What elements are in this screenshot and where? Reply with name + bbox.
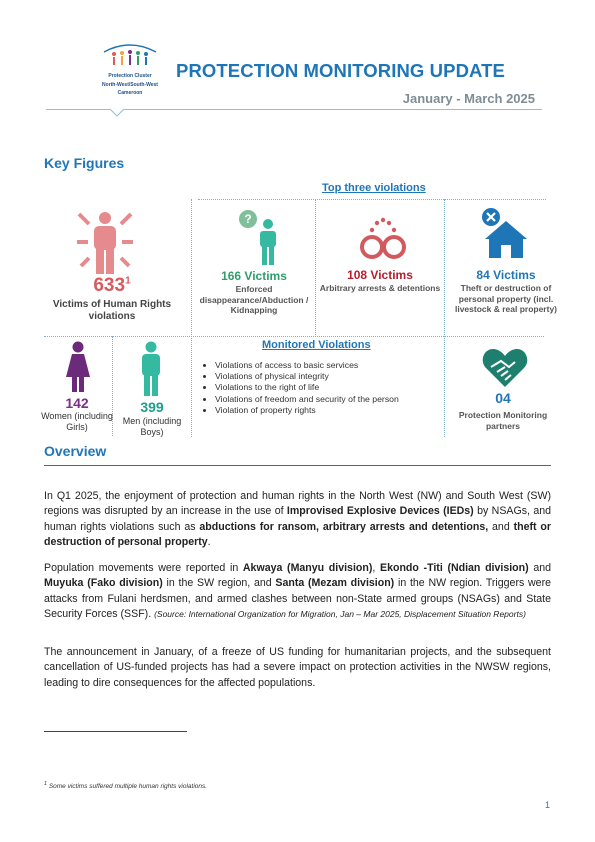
overview-source: (Source: International Organization for Migration, Jan – Mar 2025, Displacement Situation Reports)	[154, 608, 526, 619]
overview-paragraph-2: Population movements were reported in Akwaya (Manyu division), Ekondo -Titi (Ndian division) and Muyuka (Fako division) in the SW region, and Santa (Mezam division) in the NW region. Triggers were attacks from Fulani herdsmen, and armed clashes between non-State armed groups (NSAGs) and State Security Forces (SSF). (Source: International Organization for Migration, Jan – Mar 2025, Displacement Situation Reports)	[44, 562, 552, 620]
list-item: • Violation of property rights	[215, 405, 399, 416]
women-count: 142	[65, 395, 89, 411]
house-destroyed-icon	[481, 207, 531, 259]
handcuffs-icon	[358, 212, 408, 262]
victims-total-label: Victims of Human Rights violations	[52, 299, 172, 322]
violation-3-label: Theft or destruction of personal property (incl. livestock & real property)	[454, 283, 558, 314]
grid-line-mid	[44, 336, 544, 337]
victims-total-number: 633	[93, 275, 126, 296]
violation-1-count: 166 Victims	[221, 269, 287, 283]
man-icon	[136, 341, 166, 397]
logo-org-line2: North-West/South-West	[102, 81, 158, 88]
violation-1-label: Enforced disappearance/Abduction / Kidnapping	[199, 284, 309, 315]
logo-org-line3: Cameroon	[117, 90, 143, 96]
footnote-mark: 1	[44, 781, 48, 787]
grid-line-v3	[444, 199, 445, 437]
overview-divider	[44, 465, 551, 466]
men-label: Men (including Boys)	[122, 416, 182, 437]
partners-label: Protection Monitoring partners	[458, 410, 548, 431]
footnote-text: Some victims suffered multiple human rights violations.	[47, 783, 208, 791]
grid-line-v1	[191, 199, 192, 437]
victims-person-icon	[75, 210, 135, 275]
men-count: 399	[140, 399, 164, 415]
women-label: Women (including Girls)	[41, 411, 113, 432]
victims-total-footnote-mark: 1	[125, 275, 131, 287]
cluster-people-logo-icon	[100, 42, 160, 66]
monitored-violations-heading: Monitored Violations	[262, 339, 371, 351]
grid-line-top	[198, 199, 546, 200]
footnote-separator	[44, 731, 187, 732]
handshake-heart-icon	[481, 345, 529, 389]
list-item: • Violations of freedom and security of the person	[215, 394, 399, 405]
woman-icon	[63, 341, 93, 393]
list-item: • Violations of physical integrity	[215, 371, 399, 382]
partners-count: 04	[495, 390, 511, 406]
page-number: 1	[545, 800, 551, 810]
protection-cluster-logo	[80, 42, 180, 97]
date-range: January - March 2025	[402, 91, 535, 106]
person-question-icon	[238, 208, 284, 266]
logo-org-line1: Protection Cluster	[108, 73, 152, 79]
victims-total	[44, 275, 180, 297]
overview-paragraph-1: In Q1 2025, the enjoyment of protection and human rights in the North West (NW) and South West (SW) regions was disrupted by an increase in the use of Improvised Explosive Devices (IEDs) by NSAGs, and human rights violations such as abductions for ransom, arbitrary arrests and detentions, and theft or destruction of personal property.	[44, 490, 552, 548]
key-figures-heading: Key Figures	[44, 155, 125, 171]
violation-2-count: 108 Victims	[347, 268, 413, 282]
violation-2-label: Arbitrary arrests & detentions	[319, 283, 441, 293]
overview-paragraph-3: The announcement in January, of a freeze of US funding for humanitarian projects, and the subsequent cancellation of US-funded projects has had a severe impact on protection activities in the NWSW regions, leading to dire consequences for the affected populations.	[44, 646, 551, 689]
violation-3-count: 84 Victims	[476, 268, 536, 282]
list-item: • Violations of access to basic services	[215, 360, 399, 371]
svg-text:?: ?	[244, 212, 252, 226]
overview-heading: Overview	[44, 443, 107, 459]
footnote	[44, 781, 207, 790]
header-pointer-icon	[110, 104, 124, 118]
page-title: PROTECTION MONITORING UPDATE	[176, 60, 505, 81]
monitored-violations-list	[204, 360, 399, 416]
top-violations-heading: Top three violations	[322, 182, 426, 194]
list-item: • Violations to the right of life	[215, 382, 399, 393]
